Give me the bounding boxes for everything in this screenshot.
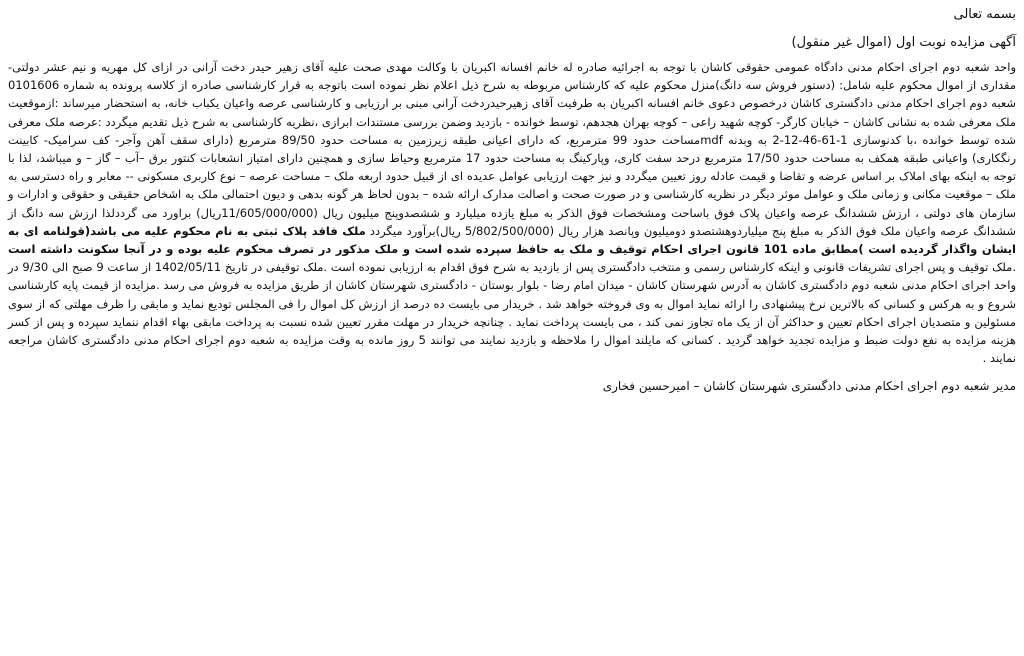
- notice-body: [8, 58, 1016, 367]
- notice-signature: مدیر شعبه دوم اجرای احکام مدنی دادگستری شهرستان کاشان – امیرحسین فخاری: [602, 379, 1016, 394]
- notice-body-bold-statement: ملک فاقد پلاک ثبتی به نام محکوم علیه می باشد(قولنامه ای به ایشان واگذار گردیده است )مطابق ماده 101 قانون اجرای احکام توقیف و ملک به حافظ سپرده شده است و ملک مذکور در تصرف محکوم علیه بوده و در آنجا سکونت داشته است: [8, 223, 1016, 257]
- notice-title: آگهی مزایده نوبت اول (اموال غیر منقول): [791, 35, 1016, 50]
- notice-body-part-2: .ملک توقیف و پس اجرای تشریفات قانونی و اینکه کارشناس رسمی و منتخب دادگستری پس از بازدید به شرح فوق اقدام به ارزیابی نموده است .ملک توقیفی در تاریخ 1402/05/11 از ساعت 9 صبح الی 9/30 در واحد اجرای احکام مدنی شعبه دوم دادگستری کاشان به آدرس شهرستان کاشان - میدان امام رضا - بلوار بوستان - دادگستری شهرستان کاشان از طریق مزایده به فروش می رسد .مزایده از قیمت پایه کارشناسی شروع و به هرکس و کسانی که بالاترین نرخ پیشنهادی را ارائه نماید اموال به وی فروخته خواهد شد . خریدار می بایست ده درصد از ارزش کل اموال را فی المجلس تودیع نماید و مابقی را ظرف مهلتی که از سوی مسئولین و متصدیان اجرای احکام تعیین و حداکثر آن از یک ماه تجاوز نمی کند ، می بایست پرداخت نماید . چنانچه خریدار در مهلت مقرر تعیین شده نسبت به پرداخت مابقی بهاء اقدام ننماید سپرده و پس از کسر هزینه مزایده به نفع دولت ضبط و مزایده تجدید خواهد گردید . کسانی که مایلند اموال را ملاحظه و بازدید نمایند می توانند 5 روز مانده به وقت مزایده به شعبه دوم اجرای احکام مدنی دادگستری کاشان مراجعه نمایند .: [8, 260, 1016, 366]
- notice-body-part-1: واحد شعبه دوم اجرای احکام مدنی دادگاه عمومی حقوقی کاشان با توجه به اجرائیه صادره له خانم افسانه اکبریان با وکالت مهدی صحت علیه آقای زهیر حیدر دخت آرانی در ازای کل مهریه و نیم عشر دولتی- مقداری از اموال محکوم علیه شامل: (دستور فروش سه دانگ)منزل محکوم علیه که کارشناس مربوطه به شرح ذیل اعلام نظر نموده است باتوجه به قرار کارشناسی صادره از کلاسه پرونده به شماره 0101606 شعبه دوم اجرای احکام مدنی دادگستری کاشان درخصوص دعوی خانم افسانه اکبریان به طرفیت آقای زهیرحیدردخت آرانی مبنی بر ارزیابی و کارشناسی عرصه واعیان یکباب خانه، به استحضار میرساند :ازموقعیت ملک معرفی شده به نشانی کاشان – خیابان کارگر- کوچه شهید راعی – کوچه بهران هجدهم، توسط خوانده - بازدید وضمن بررسی مستندات ابرازی ،نظریه کارشناسی به شرح ذیل تقدیم میگردد :عرصه ملک معرفی شده توسط خوانده ،با کدنوسازی 1-61-46-12-2 به وبدنه mdfمساحت حدود 99 مترمربع، که دارای اعیانی طبقه زیرزمین به مساحت حدود 89/50 مترمربع (دارای سقف آهن وآجر- کف سرامیک- کابینت رنگکاری) واعیانی طبقه همکف به مساحت حدود 17/50 مترمربع درحد سفت کاری، وپارکینگ به مساحت حدود 17 مترمربع وحیاط سازی و همچنین دارای امتیاز انشعابات کنتور برق –آب – گاز – و میباشد، لذا با توجه به اینکه بهای املاک بر اساس عرضه و تقاضا و قیمت عادله روز تعیین میگردد و نیز جهت ارزیابی عوامل عدیده ای از قبیل حدود اربعه ملک – مساحت عرصه – نوع کاربری مسکونی -- معابر و راه دسترسی به ملک – موقعیت مکانی و زمانی ملک و عوامل موثر دیگر در نظریه کارشناسی و در صورت صحت و اصالت مدارک ارائه شده – بدون لحاظ هر گونه بدهی و دیون احتمالی ملک به اشخاص حقیقی و حقوقی و ادارات و سازمان های دولتی ، ارزش ششدانگ عرصه واعیان پلاک فوق باساحت ومشخصات فوق الذکر به مبلغ یازده میلیارد و ششصدوپنج میلیون ریال (11/605/000/000ریال) براورد می گرددلذا ارزش سه دانگ از ششدانگ عرصه واعیان ملک فوق الذکر به مبلغ پنج میلیاردوهشتصدو دومیلیون وپانصد هزار ریال (5/802/500/000 ریال)برآورد میگردد: [8, 60, 1017, 238]
- notice-heading: بسمه تعالی: [953, 7, 1016, 22]
